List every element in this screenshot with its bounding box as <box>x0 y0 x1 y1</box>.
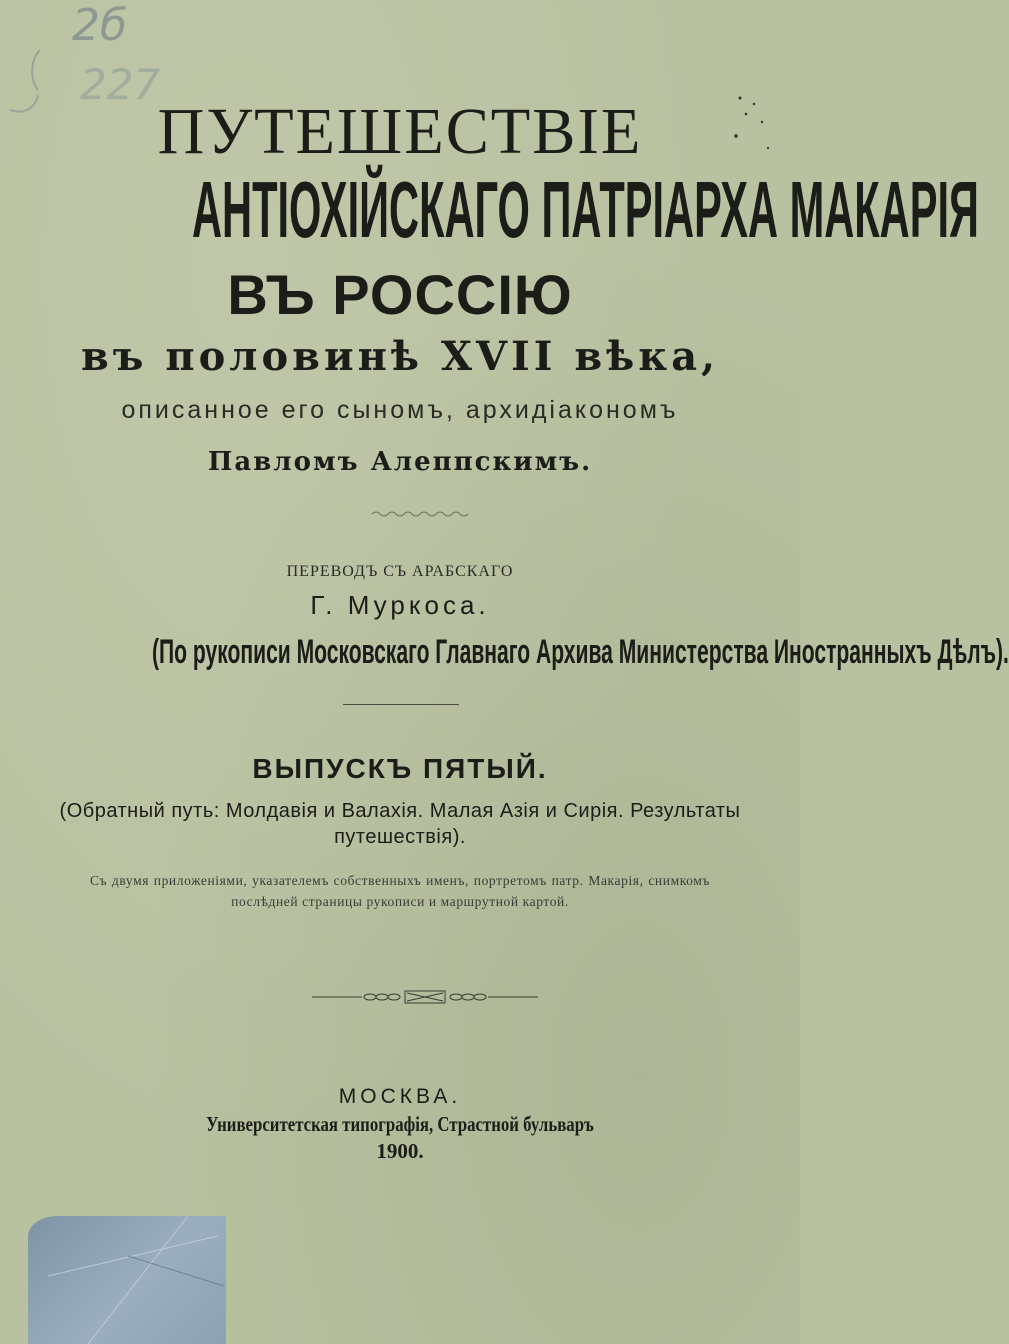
author-description: описанное его сыномъ, архидіакономъ <box>121 396 679 424</box>
manuscript-source: (По рукописи Московскаго Главнаго Архива Министерства Иностранныхъ Дѣлъ). <box>152 633 1009 671</box>
title-line-1: ПУТЕШЕСТВІЕ <box>157 95 643 168</box>
ornamental-divider <box>312 990 538 1004</box>
wavy-divider <box>370 508 470 520</box>
author-name: Павломъ Алеппскимъ. <box>207 447 593 477</box>
translation-label: ПЕРЕВОДЪ СЪ АРАБСКАГО <box>286 563 514 580</box>
issue-contents: (Обратный путь: Молдавія и Валахія. Малая Азія и Сирія. Результаты путешествія). <box>59 800 741 848</box>
pencil-number-top: 2б <box>72 0 128 51</box>
pencil-number-second: 227 <box>80 60 161 109</box>
issue-appendix: Съ двумя приложеніями, указателемъ собственныхъ именъ, портретомъ патр. Макарія, снимкомъ послѣдней страницы рукописи и маршрутной картой. <box>90 873 710 909</box>
translator-name: Г. Муркоса. <box>310 590 490 620</box>
crease-lines <box>28 1216 226 1344</box>
title-line-2: АНТІОХІЙСКАГО ПАТРІАРХА МАКАРІЯ <box>192 165 979 254</box>
blue-paper-patch <box>28 1216 226 1344</box>
imprint-year: 1900. <box>376 1139 424 1163</box>
imprint-press: Университетская типографія, Страстной бульваръ <box>206 1112 594 1136</box>
imprint-city: МОСКВА. <box>338 1085 462 1108</box>
title-line-3: ВЪ РОССІЮ <box>227 263 573 326</box>
issue-title: ВЫПУСКЪ ПЯТЫЙ. <box>252 753 548 784</box>
short-rule <box>343 704 459 705</box>
title-line-4: въ половинѣ XVII вѣка, <box>80 333 720 380</box>
